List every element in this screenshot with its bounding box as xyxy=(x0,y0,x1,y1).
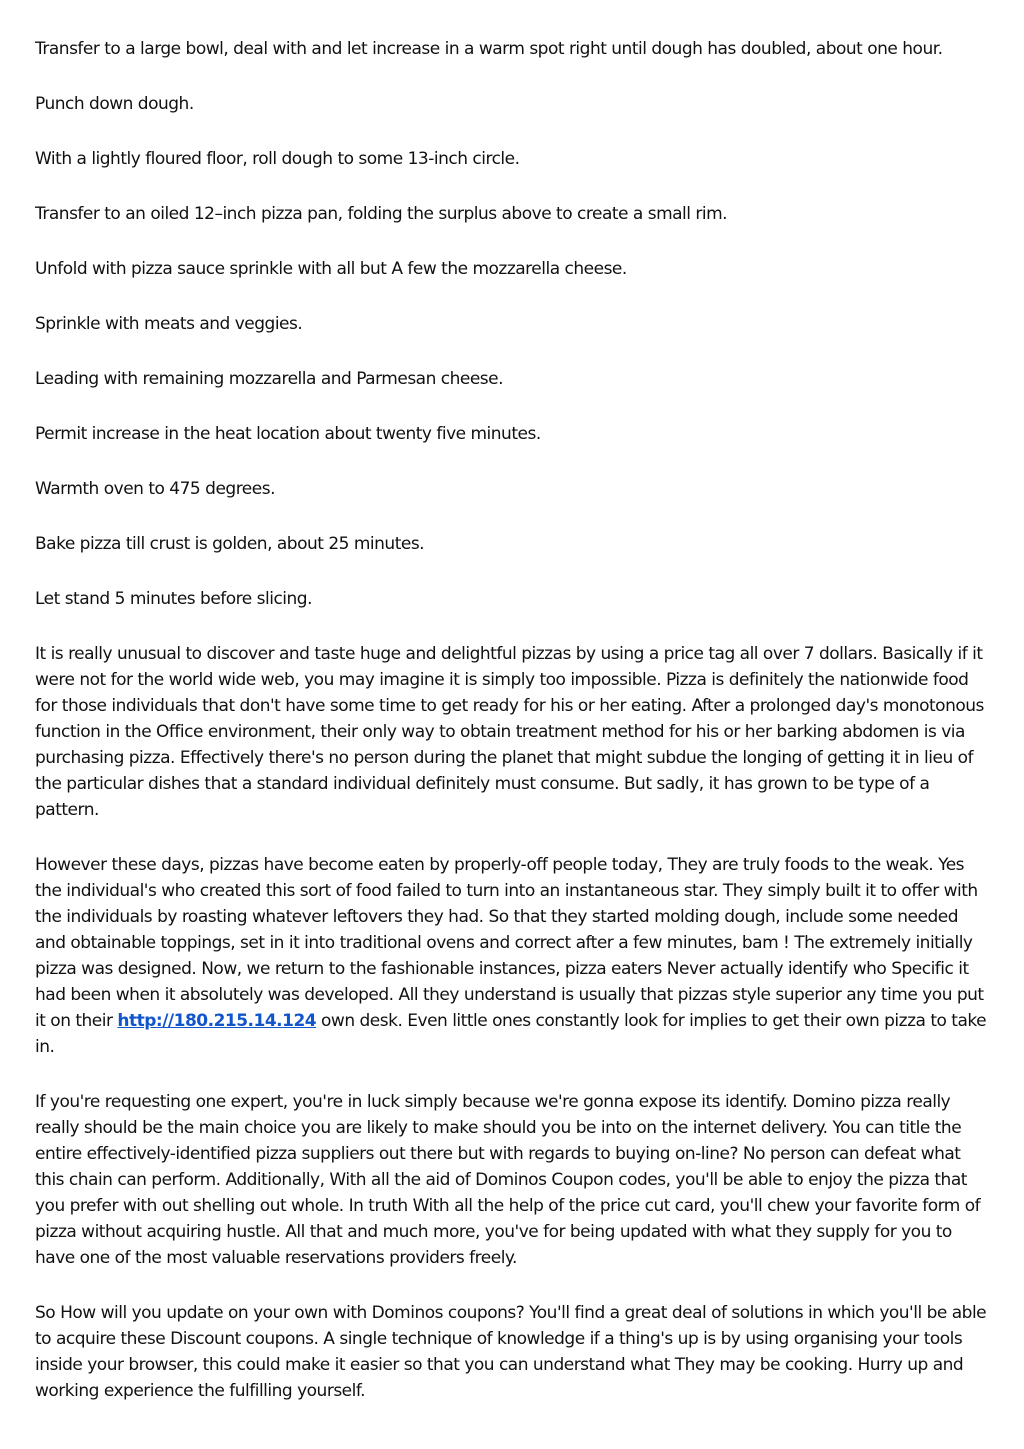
paragraph-domino: If you're requesting one expert, you're in luck simply because we're gonna expose its identify. Domino pizza really really should be the main choice you are likely to make should you be into on the internet delivery. You can title the entire effectively-identified pizza suppliers out there but with regards to buying on-line? No person can defeat what this chain can perform. Additionally, With all the aid of Dominos Coupon codes, you'll be able to enjoy the pizza that you prefer with out shelling out whole. In truth With all the help of the price cut card, you'll chew your favorite form of pizza without acquiring hustle. All that and much more, you've for being updated with what they supply for you to have one of the most valuable reservations providers freely. xyxy=(35,1092,981,1268)
ip-address-link[interactable]: http://180.215.14.124 xyxy=(117,1011,317,1031)
step-let-rise: Permit increase in the heat location about twenty five minutes. xyxy=(35,424,541,444)
step-transfer-pan: Transfer to an oiled 12–inch pizza pan, folding the surplus above to create a small rim. xyxy=(35,204,728,224)
step-punch-dough: Punch down dough. xyxy=(35,94,194,114)
paragraph-price: It is really unusual to discover and taste huge and delightful pizzas by using a price tag all over 7 dollars. Basically if it were not for the world wide web, you may imagine it is simply too impossible. Pizza is definitely the nationwide food for those individuals that don't have some time to get ready for his or her eating. After a prolonged day's monotonous function in the Office environment, their only way to obtain treatment method for his or her barking abdomen is via purchasing pizza. Effectively there's no person during the planet that might subdue the longing of getting it in lieu of the particular dishes that a standard individual definitely must consume. But sadly, it has grown to be type of a pattern. xyxy=(35,644,984,820)
step-preheat-oven: Warmth oven to 475 degrees. xyxy=(35,479,275,499)
paragraph-history xyxy=(35,852,991,1060)
paragraph-history-text-after: own desk. Even little ones constantly look for implies to get their own pizza to take in. xyxy=(35,1011,987,1057)
step-let-stand: Let stand 5 minutes before slicing. xyxy=(35,589,313,609)
step-roll-dough: With a lightly floured floor, roll dough to some 13-inch circle. xyxy=(35,149,520,169)
document-body xyxy=(35,36,991,1433)
paragraph-history-text-before: However these days, pizzas have become eaten by properly-off people today, They are truly foods to the weak. Yes the individual's who created this sort of food failed to turn into an instantaneous star. They simply built it to offer with the individuals by roasting whatever leftovers they had. So that they started molding dough, include some needed and obtainable toppings, set in it into traditional ovens and correct after a few minutes, bam ! The extremely initially pizza was designed. Now, we return to the fashionable instances, pizza eaters Never actually identify who Specific it had been when it absolutely was developed. All they understand is usually that pizzas style superior any time you put it on their xyxy=(35,855,984,1031)
step-top-cheese: Leading with remaining mozzarella and Parmesan cheese. xyxy=(35,369,504,389)
paragraph-coupons: So How will you update on your own with Dominos coupons? You'll find a great deal of solutions in which you'll be able to acquire these Discount coupons. A single technique of knowledge if a thing's up is by using organising your tools inside your browser, this could make it easier so that you can understand what They may be cooking. Hurry up and working experience the fulfilling yourself. xyxy=(35,1303,987,1401)
step-bake: Bake pizza till crust is golden, about 25 minutes. xyxy=(35,534,425,554)
step-transfer-bowl: Transfer to a large bowl, deal with and let increase in a warm spot right until dough has doubled, about one hour. xyxy=(35,39,943,59)
step-sprinkle-meats: Sprinkle with meats and veggies. xyxy=(35,314,303,334)
step-spread-sauce: Unfold with pizza sauce sprinkle with all but A few the mozzarella cheese. xyxy=(35,259,627,279)
